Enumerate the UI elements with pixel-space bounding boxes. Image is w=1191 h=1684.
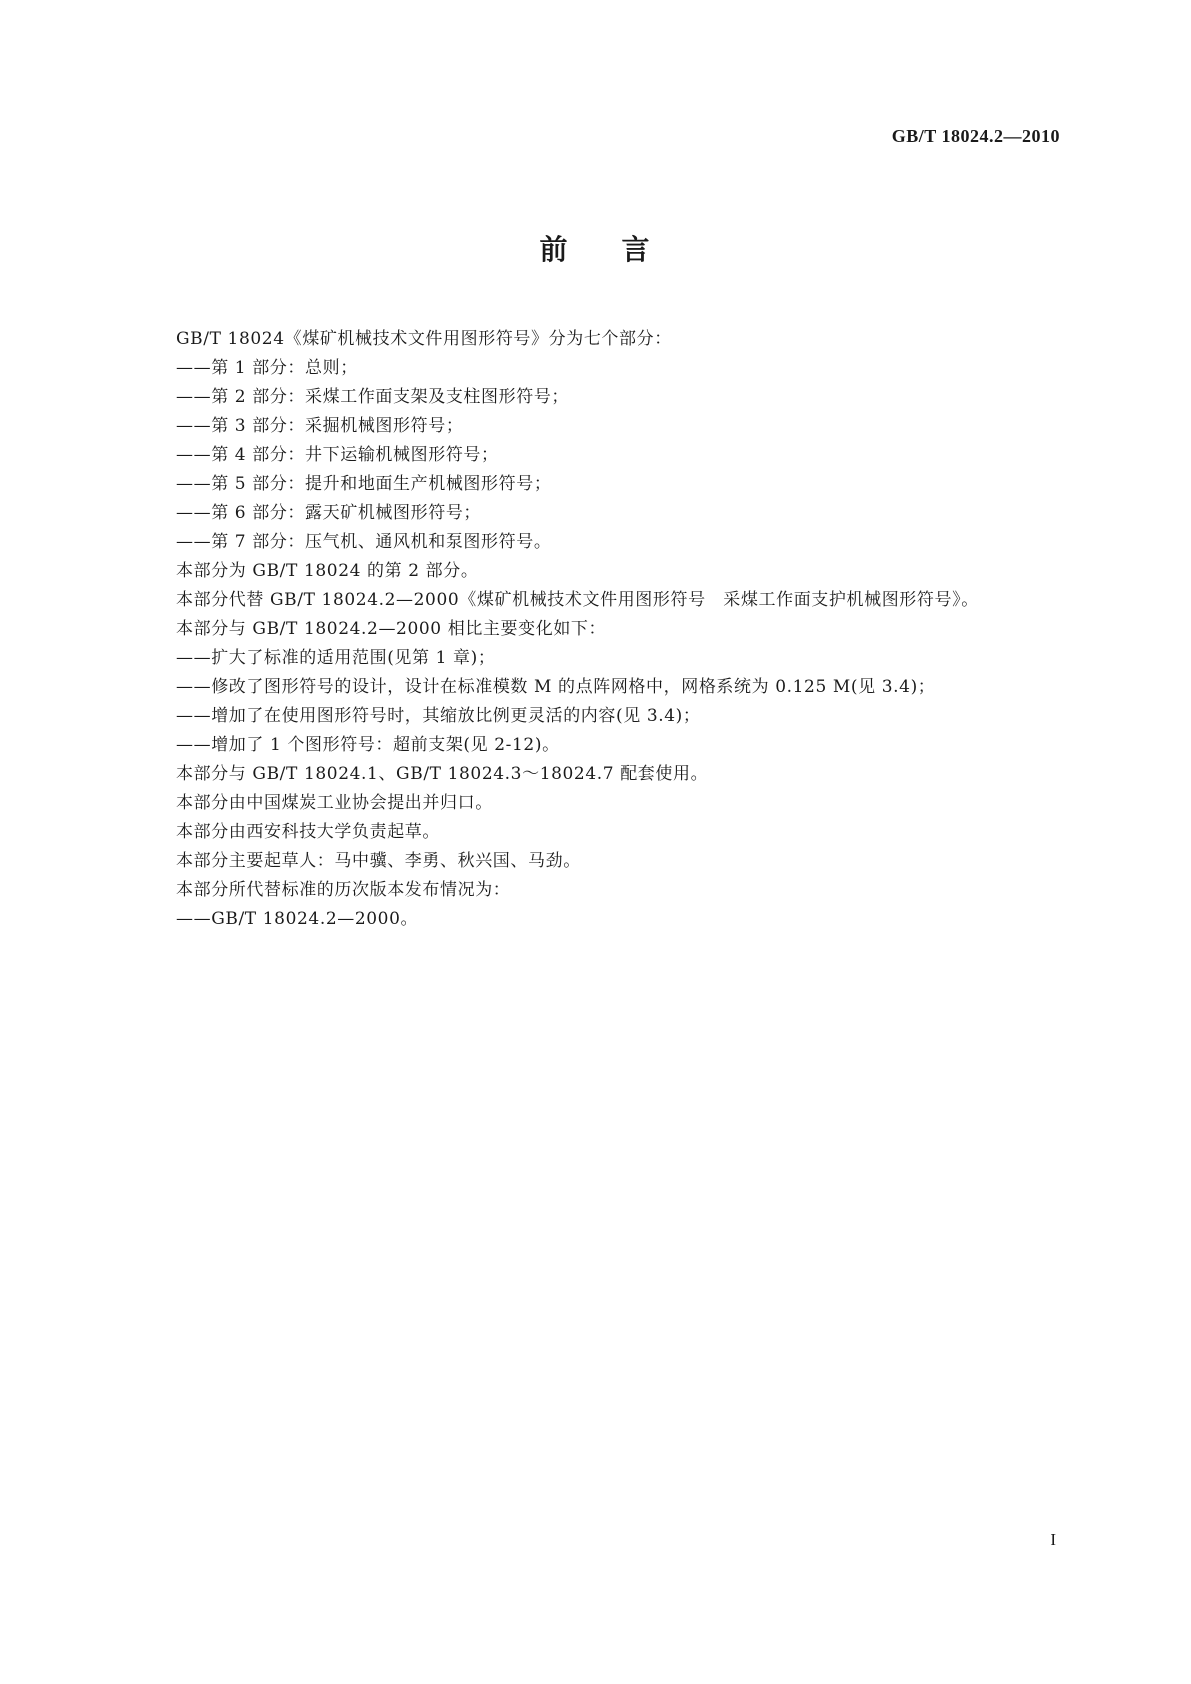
list-item: ——第 6 部分：露天矿机械图形符号；	[176, 503, 482, 523]
list-item: ——扩大了标准的适用范围(见第 1 章)；	[176, 648, 496, 668]
title-char-1: 前	[539, 233, 570, 266]
list-item: ——GB/T 18024.2—2000。	[176, 909, 419, 929]
paragraph: 本部分由西安科技大学负责起草。	[176, 822, 440, 842]
list-item: ——第 5 部分：提升和地面生产机械图形符号；	[176, 474, 552, 494]
list-item: ——第 2 部分：采煤工作面支架及支柱图形符号；	[176, 387, 570, 407]
list-item: ——第 3 部分：采掘机械图形符号；	[176, 416, 464, 436]
paragraph: 本部分由中国煤炭工业协会提出并归口。	[176, 793, 493, 813]
standard-number: GB/T 18024.2—2010	[891, 126, 1060, 146]
list-item: ——第 4 部分：井下运输机械图形符号；	[176, 445, 499, 465]
paragraph: 本部分主要起草人：马中骥、李勇、秋兴国、马劲。	[176, 851, 581, 871]
paragraph: 本部分代替 GB/T 18024.2—2000《煤矿机械技术文件用图形符号 采煤工作面支护机械图形符号》。	[176, 590, 979, 610]
list-item: ——增加了 1 个图形符号：超前支架(见 2-12)。	[176, 735, 560, 755]
list-item: ——第 7 部分：压气机、通风机和泵图形符号。	[176, 532, 552, 552]
list-item: ——修改了图形符号的设计，设计在标准模数 M 的点阵网格中，网格系统为 0.125 M(见 3.4)；	[176, 677, 936, 697]
list-item: ——增加了在使用图形符号时，其缩放比例更灵活的内容(见 3.4)；	[176, 706, 701, 726]
paragraph: 本部分所代替标准的历次版本发布情况为：	[176, 880, 511, 900]
list-item: ——第 1 部分：总则；	[176, 358, 358, 378]
foreword-body	[176, 325, 1076, 934]
paragraph: 本部分为 GB/T 18024 的第 2 部分。	[176, 561, 479, 581]
title-char-2: 言	[621, 233, 652, 266]
page-number: I	[1050, 1530, 1056, 1549]
paragraph: 本部分与 GB/T 18024.1、GB/T 18024.3～18024.7 配套使用。	[176, 764, 709, 784]
paragraph: 本部分与 GB/T 18024.2—2000 相比主要变化如下：	[176, 619, 607, 639]
paragraph: GB/T 18024《煤矿机械技术文件用图形符号》分为七个部分：	[176, 329, 672, 349]
page-title	[0, 228, 1191, 268]
